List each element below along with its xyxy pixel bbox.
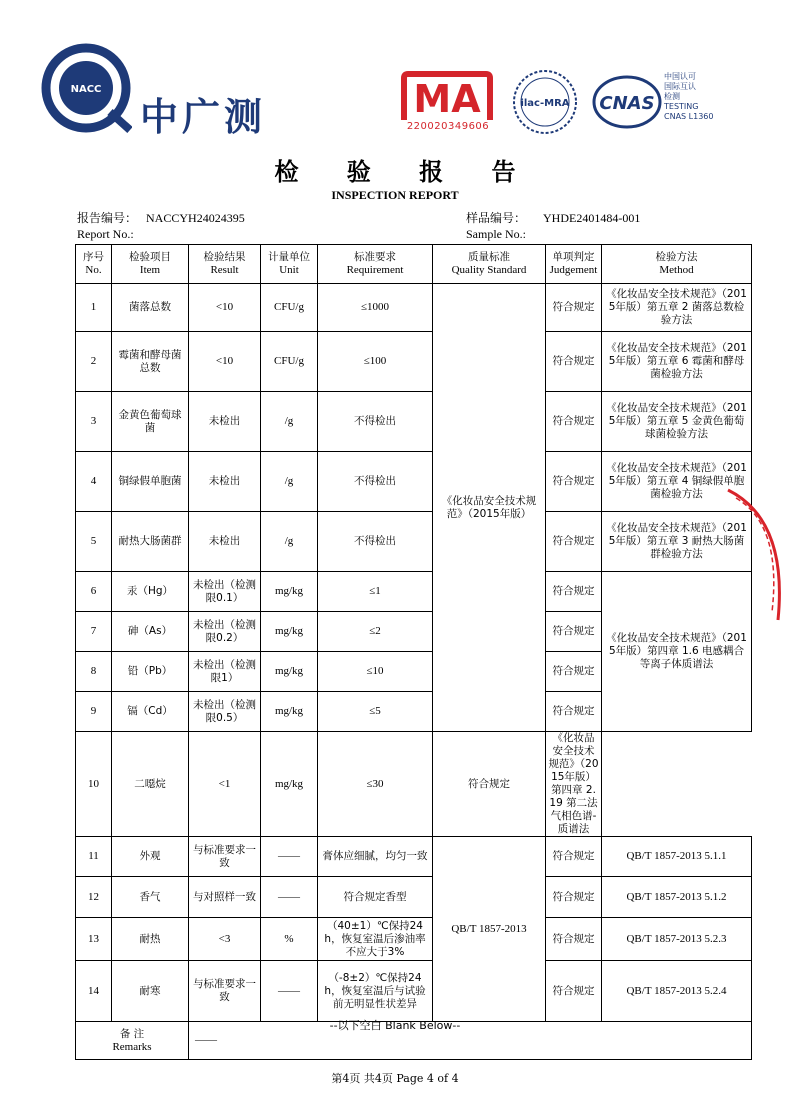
cnas-line: TESTING [664,102,699,111]
cell-result: 与标准要求一致 [189,961,261,1022]
cell-unit: —— [261,961,318,1022]
col-header-cn: 单项判定 [552,251,595,263]
table-row [76,572,752,612]
cell-item: 镉（Cd） [112,692,189,732]
report-no-label-cn [77,209,245,226]
col-header [546,245,602,284]
cell-method: QB/T 1857-2013 5.2.3 [602,918,752,961]
cell-no: 2 [76,332,112,392]
table-row [76,332,752,392]
cell-item: 霉菌和酵母菌总数 [112,332,189,392]
col-header-en: Unit [279,264,299,276]
cell-judge: 符合规定 [546,918,602,961]
cell-judge: 符合规定 [433,732,546,837]
cell-result: 未检出 [189,392,261,452]
cell-req: ≤1 [318,572,433,612]
cell-unit: mg/kg [261,732,318,837]
cnas-text: CNAS [599,93,655,114]
col-header-cn: 质量标准 [468,251,510,263]
cell-method: 《化妆品安全技术规范》（2015年版）第五章 6 霉菌和酵母菌检验方法 [602,332,752,392]
cell-item: 砷（As） [112,612,189,652]
cell-result: 未检出（检测限0.2） [189,612,261,652]
cnas-line: 检测 [664,92,680,101]
ilac-text: ilac-MRA [520,98,570,109]
cell-method: 《化妆品安全技术规范》（2015年版）第四章 2.19 第二法 气相色谱-质谱法 [546,732,602,837]
cell-no: 5 [76,512,112,572]
cell-req: ≤10 [318,652,433,692]
cell-judge: 符合规定 [546,877,602,918]
cell-method: QB/T 1857-2013 5.2.4 [602,961,752,1022]
col-header [318,245,433,284]
cell-judge: 符合规定 [546,452,602,512]
cell-req: （40±1）℃保持24h，恢复室温后渗油率不应大于3% [318,918,433,961]
table-row [76,837,752,877]
remarks-label-en: Remarks [112,1040,152,1053]
brand-name: 中广测 [140,95,267,139]
cell-judge: 符合规定 [546,652,602,692]
cell-item: 耐寒 [112,961,189,1022]
col-header-cn: 检验项目 [129,251,171,263]
col-header-en: Judgement [549,264,598,276]
cell-method-metals: 《化妆品安全技术规范》（2015年版）第四章 1.6 电感耦合等离子体质谱法 [602,572,752,732]
cell-judge: 符合规定 [546,612,602,652]
cell-judge: 符合规定 [546,512,602,572]
cell-unit: % [261,918,318,961]
cell-item: 二噁烷 [112,732,189,837]
cell-req: ≤30 [318,732,433,837]
cell-no: 13 [76,918,112,961]
cell-judge: 符合规定 [546,332,602,392]
official-seal-icon [708,480,790,630]
cell-item: 外观 [112,837,189,877]
cell-result: <1 [189,732,261,837]
cnas-caption [664,72,713,122]
cell-req: ≤100 [318,332,433,392]
sample-no-label: 样品编号： [466,211,527,225]
cell-result: 未检出（检测限0.5） [189,692,261,732]
col-header-cn: 检验结果 [203,251,246,263]
cell-req: 不得检出 [318,512,433,572]
col-header-en: Result [210,264,239,276]
cell-result: 未检出（检测限0.1） [189,572,261,612]
ma-text: MA [413,77,481,121]
cell-result: 与对照样一致 [189,877,261,918]
cell-unit: —— [261,837,318,877]
cnas-line: CNAS L1360 [664,112,714,121]
cell-unit: —— [261,877,318,918]
report-no-value: NACCYH24024395 [146,211,245,225]
cell-no: 1 [76,284,112,332]
cell-no: 12 [76,877,112,918]
cell-judge: 符合规定 [546,837,602,877]
cell-standard: QB/T 1857-2013 [433,837,546,1022]
col-header [76,245,112,284]
sample-no-value: YHDE2401484-001 [543,211,641,225]
cell-item: 香气 [112,877,189,918]
table-row [76,452,752,512]
col-header-cn: 计量单位 [268,251,310,263]
report-no-label-en: Report No.: [77,227,134,241]
col-header-en: Method [659,264,694,276]
col-header-en: Quality Standard [451,264,527,276]
cell-no: 7 [76,612,112,652]
col-header-cn: 检验方法 [655,251,698,263]
cell-req: ≤1000 [318,284,433,332]
cell-judge: 符合规定 [546,692,602,732]
table-header-row [76,245,752,284]
cell-result: <10 [189,332,261,392]
cell-result: 未检出 [189,452,261,512]
cnas-logo-icon [592,74,662,130]
results-table [75,244,752,1060]
cell-result: <10 [189,284,261,332]
col-header-en: No. [85,264,102,276]
cma-logo-icon [398,70,496,128]
cell-req: 不得检出 [318,452,433,512]
cell-unit: mg/kg [261,652,318,692]
cell-item: 铅（Pb） [112,652,189,692]
cell-method: 《化妆品安全技术规范》（2015年版）第五章 2 菌落总数检验方法 [602,284,752,332]
cell-no: 9 [76,692,112,732]
cell-result: 与标准要求一致 [189,837,261,877]
col-header [261,245,318,284]
cnas-line: 国际互认 [664,82,696,91]
sample-no-label-en: Sample No.: [466,227,526,241]
cell-no: 11 [76,837,112,877]
cell-req: 不得检出 [318,392,433,452]
table-row [76,732,752,837]
cnas-line: 中国认可 [664,72,696,81]
page-number: 第4页 共4页 Page 4 of 4 [331,1072,459,1085]
cell-result: 未检出 [189,512,261,572]
cell-unit: /g [261,512,318,572]
cell-method: QB/T 1857-2013 5.1.1 [602,837,752,877]
col-header-en: Item [139,264,161,276]
col-header [433,245,546,284]
cell-item: 耐热 [112,918,189,961]
cell-judge: 符合规定 [546,284,602,332]
cell-unit: /g [261,452,318,512]
cell-item: 菌落总数 [112,284,189,332]
cell-method: 《化妆品安全技术规范》（2015年版）第五章 5 金黄色葡萄球菌检验方法 [602,392,752,452]
cell-no: 8 [76,652,112,692]
ilac-mra-logo-icon [511,68,579,136]
cell-no: 4 [76,452,112,512]
cell-unit: CFU/g [261,332,318,392]
cell-judge: 符合规定 [546,961,602,1022]
remarks-label-cn: 备 注 [119,1027,145,1040]
cell-req: 符合规定香型 [318,877,433,918]
col-header [189,245,261,284]
table-row [76,918,752,961]
nacc-badge-text: NACC [70,84,102,95]
cell-no: 3 [76,392,112,452]
col-header [602,245,752,284]
report-title-en: INSPECTION REPORT [331,188,459,202]
remarks-value: —— [189,1022,752,1060]
table-row [76,512,752,572]
cell-method: 《化妆品安全技术规范》（2015年版）第五章 3 耐热大肠菌群检验方法 [602,512,752,572]
cell-item: 金黄色葡萄球菌 [112,392,189,452]
cell-no: 10 [76,732,112,837]
cell-method: QB/T 1857-2013 5.1.2 [602,877,752,918]
col-header-en: Requirement [346,264,404,276]
cell-req: （-8±2）℃保持24h，恢复室温后与试验前无明显性状差异 [318,961,433,1022]
col-header [112,245,189,284]
report-title-cn: 检 验 报 告 [274,157,536,186]
nacc-logo-icon [40,42,132,134]
cell-standard: 《化妆品安全技术规范》（2015年版） [433,284,546,732]
cell-unit: mg/kg [261,692,318,732]
cell-unit: mg/kg [261,572,318,612]
col-header-cn: 序号 [83,251,104,263]
col-header-cn: 标准要求 [354,251,396,263]
cell-result: 未检出（检测限1） [189,652,261,692]
table-row [76,961,752,1022]
cell-item: 汞（Hg） [112,572,189,612]
blank-below-note: --以下空白 Blank Below-- [329,1019,461,1032]
cell-unit: /g [261,392,318,452]
cell-result: <3 [189,918,261,961]
cell-no: 6 [76,572,112,612]
cell-item: 铜绿假单胞菌 [112,452,189,512]
report-no-label: 报告编号： [77,211,138,225]
table-row [76,392,752,452]
cell-method: 《化妆品安全技术规范》（2015年版）第五章 4 铜绿假单胞菌检验方法 [602,452,752,512]
table-row [76,877,752,918]
table-row [76,284,752,332]
cell-item: 耐热大肠菌群 [112,512,189,572]
cell-unit: CFU/g [261,284,318,332]
cell-no: 14 [76,961,112,1022]
sample-no-label-cn [466,209,640,226]
cell-req: ≤5 [318,692,433,732]
cma-number: 220020349606 [406,121,490,132]
cell-unit: mg/kg [261,612,318,652]
cell-judge: 符合规定 [546,392,602,452]
cell-judge: 符合规定 [546,572,602,612]
cell-req: ≤2 [318,612,433,652]
cell-req: 膏体应细腻，均匀一致 [318,837,433,877]
